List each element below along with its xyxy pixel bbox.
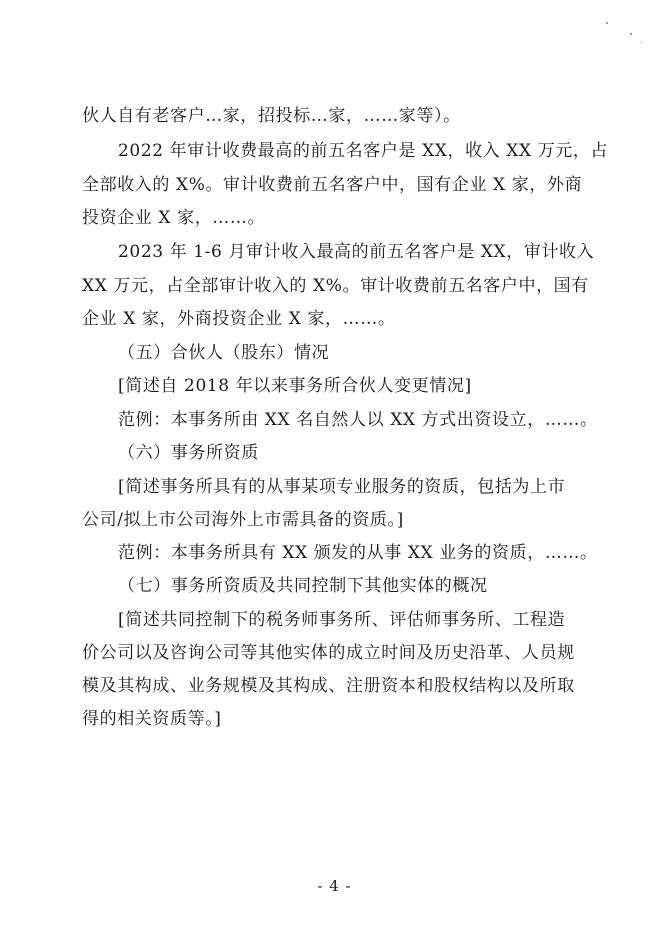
text-line-7: 企业 X 家，外商投资企业 X 家，……。 [82,309,396,329]
text-line-18: 模及其构成、业务规模及其构成、注册资本和股权结构以及所取 [82,676,575,696]
text-line-14: 范例：本事务所具有 XX 颁发的从事 XX 业务的资质，……。 [118,543,598,563]
section-heading-5: （五）合伙人（股东）情况 [118,343,330,363]
page-number: - 4 - [317,877,352,895]
text-line-13: 公司/拟上市公司海外上市需具备的资质。] [82,510,404,530]
text-line-16: [简述共同控制下的税务师事务所、评估师事务所、工程造 [118,610,566,630]
text-line-19: 得的相关资质等。] [82,709,222,729]
text-line-4: 投资企业 X 家，……。 [82,208,266,228]
text-line-1: 伙人自有老客户…家，招投标…家，……家等）。 [82,106,461,126]
text-line-17: 价公司以及咨询公司等其他实体的成立时间及历史沿革、人员规 [82,643,575,663]
text-line-6: XX 万元，占全部审计收入的 X%。审计收费前五名客户中，国有 [82,276,589,296]
scan-speck [630,33,632,35]
scan-speck [641,42,642,43]
text-line-5: 2023 年 1-6 月审计收入最高的前五名客户是 XX，审计收入 [118,242,595,262]
scan-speck [606,22,608,24]
text-line-2: 2022 年审计收费最高的前五名客户是 XX，收入 XX 万元，占 [118,141,609,161]
text-line-3: 全部收入的 X%。审计收费前五名客户中，国有企业 X 家，外商 [82,175,583,195]
text-line-9: [简述自 2018 年以来事务所合伙人变更情况] [118,376,472,396]
section-heading-6: （六）事务所资质 [118,443,259,463]
text-line-10: 范例：本事务所由 XX 名自然人以 XX 方式出资设立，……。 [118,410,598,430]
text-line-12: [简述事务所具有的从事某项专业服务的资质，包括为上市 [118,477,566,497]
section-heading-7: （七）事务所资质及共同控制下其他实体的概况 [118,576,488,596]
